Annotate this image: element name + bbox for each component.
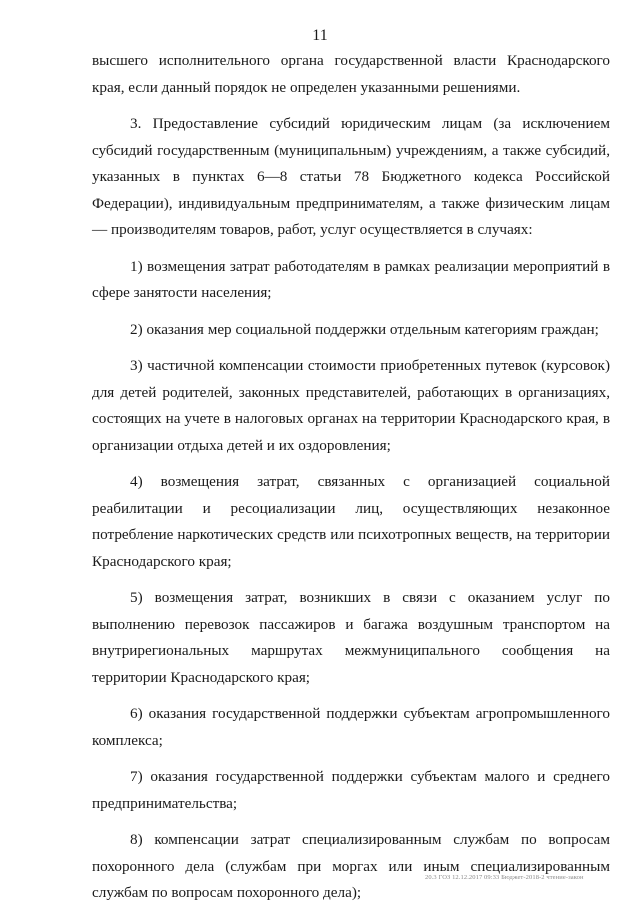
page-number: 11 xyxy=(312,27,328,44)
paragraph-subitem-2: 2) оказания мер социальной поддержки отдельным категориям граждан; xyxy=(130,320,599,338)
paragraph-subitem-4: 4) возмещения затрат, связанных с организацией социальной реабилитации и ресоциализации лиц, осуществляющих незаконное потребление наркотических средств или психотропных веществ, на территории Краснодарского края; xyxy=(92,473,610,570)
document-body xyxy=(92,48,610,917)
paragraph-subitem-7: 7) оказания государственной поддержки субъектам малого и среднего предпринимательства; xyxy=(92,768,610,812)
paragraph-subitem-1: 1) возмещения затрат работодателям в рамках реализации мероприятий в сфере занятости населения; xyxy=(92,257,610,301)
paragraph-subitem-6: 6) оказания государственной поддержки субъектам агропромышленного комплекса; xyxy=(92,705,610,749)
paragraph-subitem-5: 5) возмещения затрат, возникших в связи с оказанием услуг по выполнению перевозок пассажиров и багажа воздушным транспортом на внутрирегиональных маршрутах межмуниципального сообщения на территории Краснодарского края; xyxy=(92,589,610,686)
paragraph-subitem-8: 8) компенсации затрат специализированным службам по вопросам похоронного дела (службам при моргах или иным специализированным службам по вопросам похоронного дела); xyxy=(92,831,610,901)
footer-stamp: 20.3 ГОЗ 12.12.2017 09:33 Бюджет-2018-2 чтение-закон xyxy=(425,874,584,881)
paragraph-item-3: 3. Предоставление субсидий юридическим лицам (за исключением субсидий государственным (муниципальным) учреждениям, а также субсидий, указанных в пунктах 6—8 статьи 78 Бюджетного кодекса Российской Федерации), индивидуальным предпринимателям, а также физическим лицам — производителям товаров, работ, услуг осуществляется в случаях: xyxy=(92,115,610,238)
paragraph-continuation: высшего исполнительного органа государственной власти Краснодарского края, если данный порядок не определен указанными решениями. xyxy=(92,52,610,96)
paragraph-subitem-3: 3) частичной компенсации стоимости приобретенных путевок (курсовок) для детей родителей, законных представителей, работающих в организациях, состоящих на учете в налоговых органах на территории Краснодарского края, в организации отдыха детей и их оздоровления; xyxy=(92,357,610,454)
